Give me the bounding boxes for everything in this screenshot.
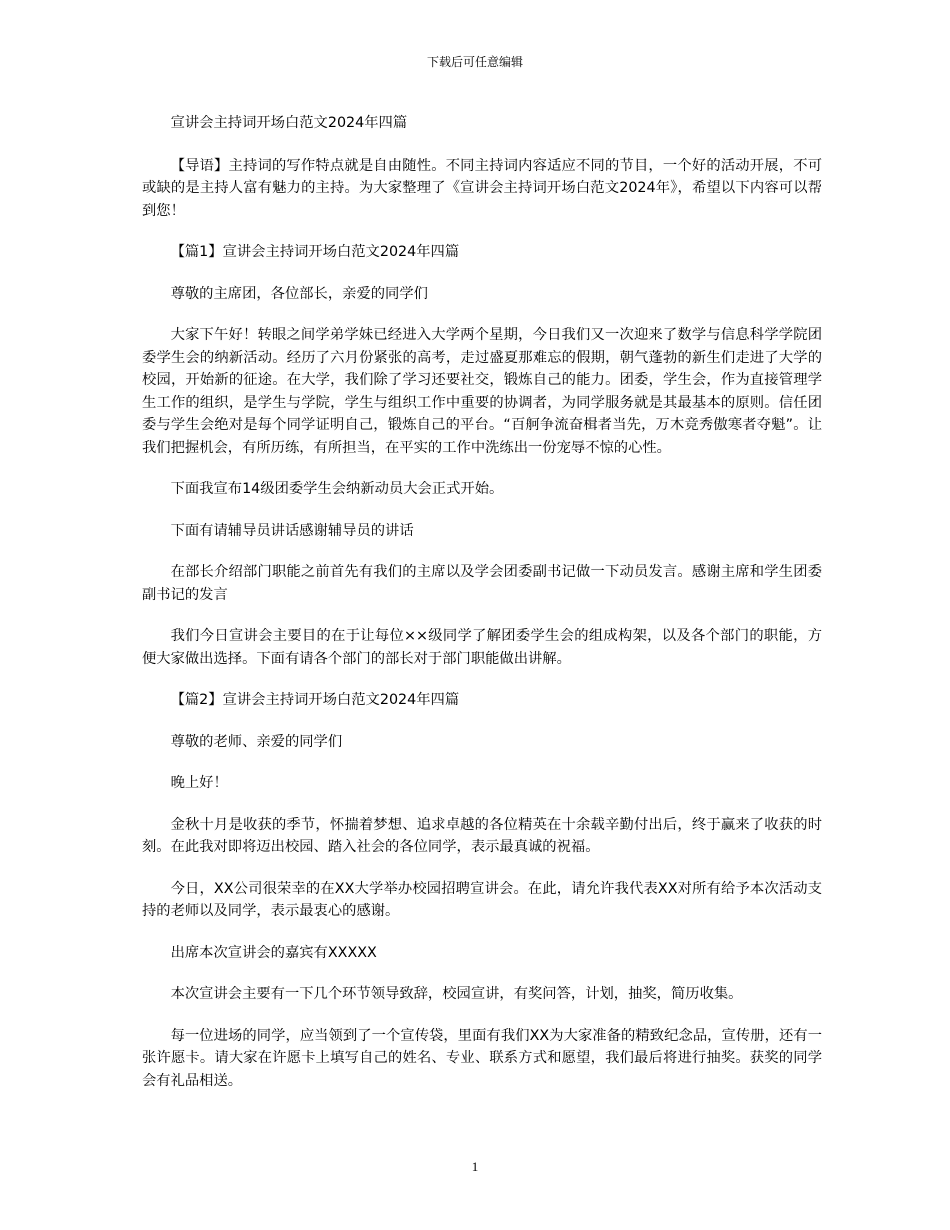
page-number: 1 xyxy=(471,1159,479,1174)
paragraph: 今日，XX公司很荣幸的在XX大学举办校园招聘宣讲会。在此，请允许我代表XX对所有给予本次活动支持的老师以及同学，表示最衷心的感谢。 xyxy=(142,880,822,919)
paragraph: 下面有请辅导员讲话感谢辅导员的讲话 xyxy=(170,522,414,539)
paragraph: 下面我宣布14级团委学生会纳新动员大会正式开始。 xyxy=(170,481,504,497)
page-header: 下载后可任意编辑 xyxy=(426,55,523,69)
paragraph: 出席本次宣讲会的嘉宾有XXXXX xyxy=(170,944,377,961)
paragraph: 尊敬的老师、亲爱的同学们 xyxy=(170,733,343,750)
section-heading-2: 【篇2】宣讲会主持词开场白范文2024年四篇 xyxy=(170,692,460,708)
paragraph: 金秋十月是收获的季节，怀揣着梦想、追求卓越的各位精英在十余载辛勤付出后，终于赢来了收获的时刻。在此我对即将迈出校园、踏入社会的各位同学，表示最真诚的祝福。 xyxy=(142,816,822,855)
paragraph: 本次宣讲会主要有一下几个环节领导致辞，校园宣讲，有奖问答，计划，抽奖，简历收集。 xyxy=(170,986,743,1002)
paragraph: 我们今日宣讲会主要目的在于让每位××级同学了解团委学生会的组成构架，以及各个部门的职能，方便大家做出选择。下面有请各个部门的部长对于部门职能做出讲解。 xyxy=(142,628,822,667)
paragraph: 晚上好！ xyxy=(170,775,228,791)
section-heading-1: 【篇1】宣讲会主持词开场白范文2024年四篇 xyxy=(170,244,460,260)
paragraph-intro: 【导语】主持词的写作特点就是自由随性。不同主持词内容适应不同的节目，一个好的活动开展，不可或缺的是主持人富有魅力的主持。为大家整理了《宣讲会主持词开场白范文2024年》，希望以下内容可以帮到您！ xyxy=(142,157,822,219)
paragraph: 尊敬的主席团，各位部长，亲爱的同学们 xyxy=(170,285,428,302)
document-body xyxy=(142,112,822,1111)
document-title: 宣讲会主持词开场白范文2024年四篇 xyxy=(170,115,408,131)
paragraph: 在部长介绍部门职能之前首先有我们的主席以及学会团委副书记做一下动员发言。感谢主席和学生团委副书记的发言 xyxy=(142,564,822,603)
paragraph: 每一位进场的同学，应当领到了一个宣传袋，里面有我们XX为大家准备的精致纪念品，宣传册，还有一张许愿卡。请大家在许愿卡上填写自己的姓名、专业、联系方式和愿望，我们最后将进行抽奖。获奖的同学会有礼品相送。 xyxy=(142,1027,822,1089)
paragraph: 大家下午好！转眼之间学弟学妹已经进入大学两个星期，今日我们又一次迎来了数学与信息科学学院团委学生会的纳新活动。经历了六月份紧张的高考，走过盛夏那难忘的假期，朝气蓬勃的新生们走进了大学的校园，开始新的征途。在大学，我们除了学习还要社交，锻炼自己的能力。团委，学生会，作为直接管理学生工作的组织，是学生与学院，学生与组织工作中重要的协调者，为同学服务就是其最基本的原则。信任团委与学生会绝对是每个同学证明自己，锻炼自己的平台。“百舸争流奋楫者当先，万木竞秀傲寒者夺魁”。让我们把握机会，有所历练，有所担当，在平实的工作中洗练出一份宠辱不惊的心性。 xyxy=(142,327,822,456)
